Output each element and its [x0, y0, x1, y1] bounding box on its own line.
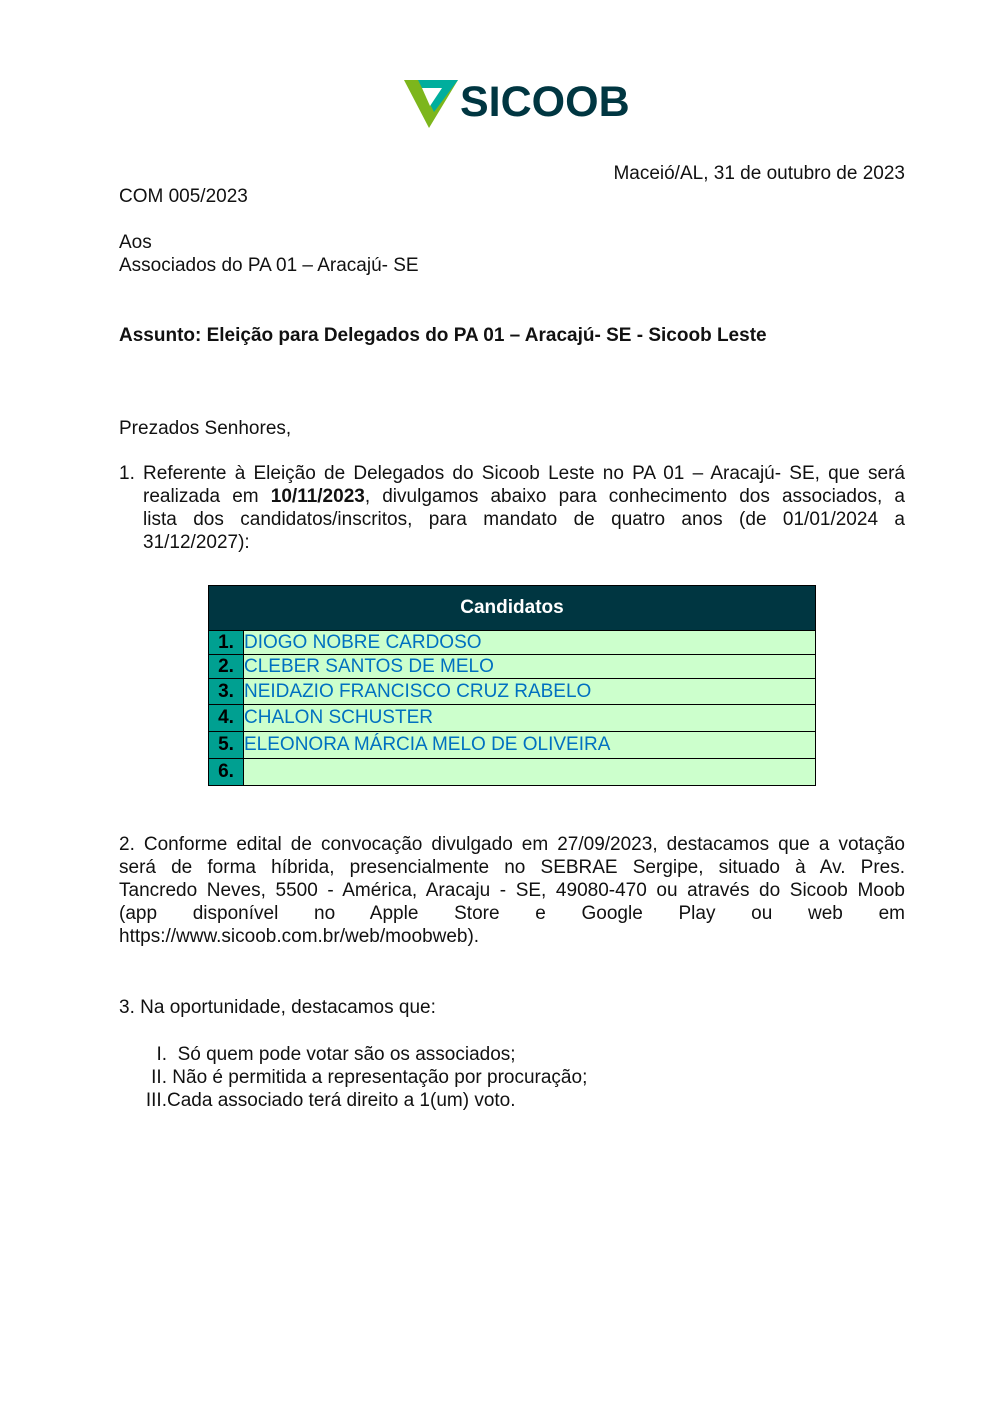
paragraph-2 [119, 834, 905, 949]
para1-line3: lista dos candidatos/inscritos, para mandato de quatro anos (de 01/01/2024 a [143, 509, 905, 530]
para1-line4: 31/12/2027): [143, 532, 250, 553]
paragraph-3: 3. Na oportunidade, destacamos que: [119, 997, 436, 1018]
recipient-line1: Aos [119, 232, 152, 253]
candidate-name: CHALON SCHUSTER [244, 705, 816, 732]
candidate-name: NEIDAZIO FRANCISCO CRUZ RABELO [244, 679, 816, 705]
row-number: 6. [209, 759, 244, 786]
candidate-name [244, 759, 816, 786]
para2-line5: https://www.sicoob.com.br/web/moobweb). [119, 926, 480, 947]
row-number: 5. [209, 732, 244, 759]
row-number: 1. [209, 631, 244, 655]
candidate-name: CLEBER SANTOS DE MELO [244, 655, 816, 679]
para2-line2: será de forma híbrida, presencialmente no SEBRAE Sergipe, situado à Av. Pres. [119, 857, 905, 878]
para2-line4: (app disponível no Apple Store e Google Play ou web em [119, 903, 905, 924]
para2-line1: 2. Conforme edital de convocação divulgado em 27/09/2023, destacamos que a votação [119, 834, 905, 855]
row-number: 2. [209, 655, 244, 679]
election-date: 10/11/2023 [270, 486, 365, 507]
list-item: I. Só quem pode votar são os associados; [156, 1044, 516, 1065]
sicoob-logo-icon [402, 76, 460, 132]
candidate-name: ELEONORA MÁRCIA MELO DE OLIVEIRA [244, 732, 816, 759]
para1-line2: realizada em 10/11/2023, divulgamos abaixo para conhecimento dos associados, a [143, 486, 906, 507]
list-item: II. Não é permitida a representação por procuração; [151, 1067, 588, 1088]
subject-line: Assunto: Eleição para Delegados do PA 01 – Aracajú- SE - Sicoob Leste [119, 325, 767, 346]
table-row [209, 631, 816, 655]
row-number: 3. [209, 679, 244, 705]
reference-number: COM 005/2023 [119, 186, 248, 207]
table-row [209, 759, 816, 786]
para2-line3: Tancredo Neves, 5500 - América, Aracaju - SE, 49080-470 ou através do Sicoob Moob [119, 880, 905, 901]
greeting: Prezados Senhores, [119, 418, 292, 439]
table-row [209, 655, 816, 679]
row-number: 4. [209, 705, 244, 732]
candidates-table [208, 585, 816, 786]
place-date: Maceió/AL, 31 de outubro de 2023 [613, 163, 905, 184]
logo-text: SICOOB [460, 78, 630, 126]
sicoob-logo [402, 76, 630, 132]
candidate-name: DIOGO NOBRE CARDOSO [244, 631, 816, 655]
para1-line1: 1. Referente à Eleição de Delegados do Sicoob Leste no PA 01 – Aracajú- SE, que será [119, 463, 905, 484]
table-header: Candidatos [209, 586, 816, 631]
table-row [209, 705, 816, 732]
table-row [209, 679, 816, 705]
recipient-line2: Associados do PA 01 – Aracajú- SE [119, 255, 419, 276]
table-row [209, 732, 816, 759]
list-item: III.Cada associado terá direito a 1(um) voto. [145, 1090, 516, 1111]
paragraph-1 [119, 463, 905, 555]
rules-list [143, 1043, 587, 1112]
